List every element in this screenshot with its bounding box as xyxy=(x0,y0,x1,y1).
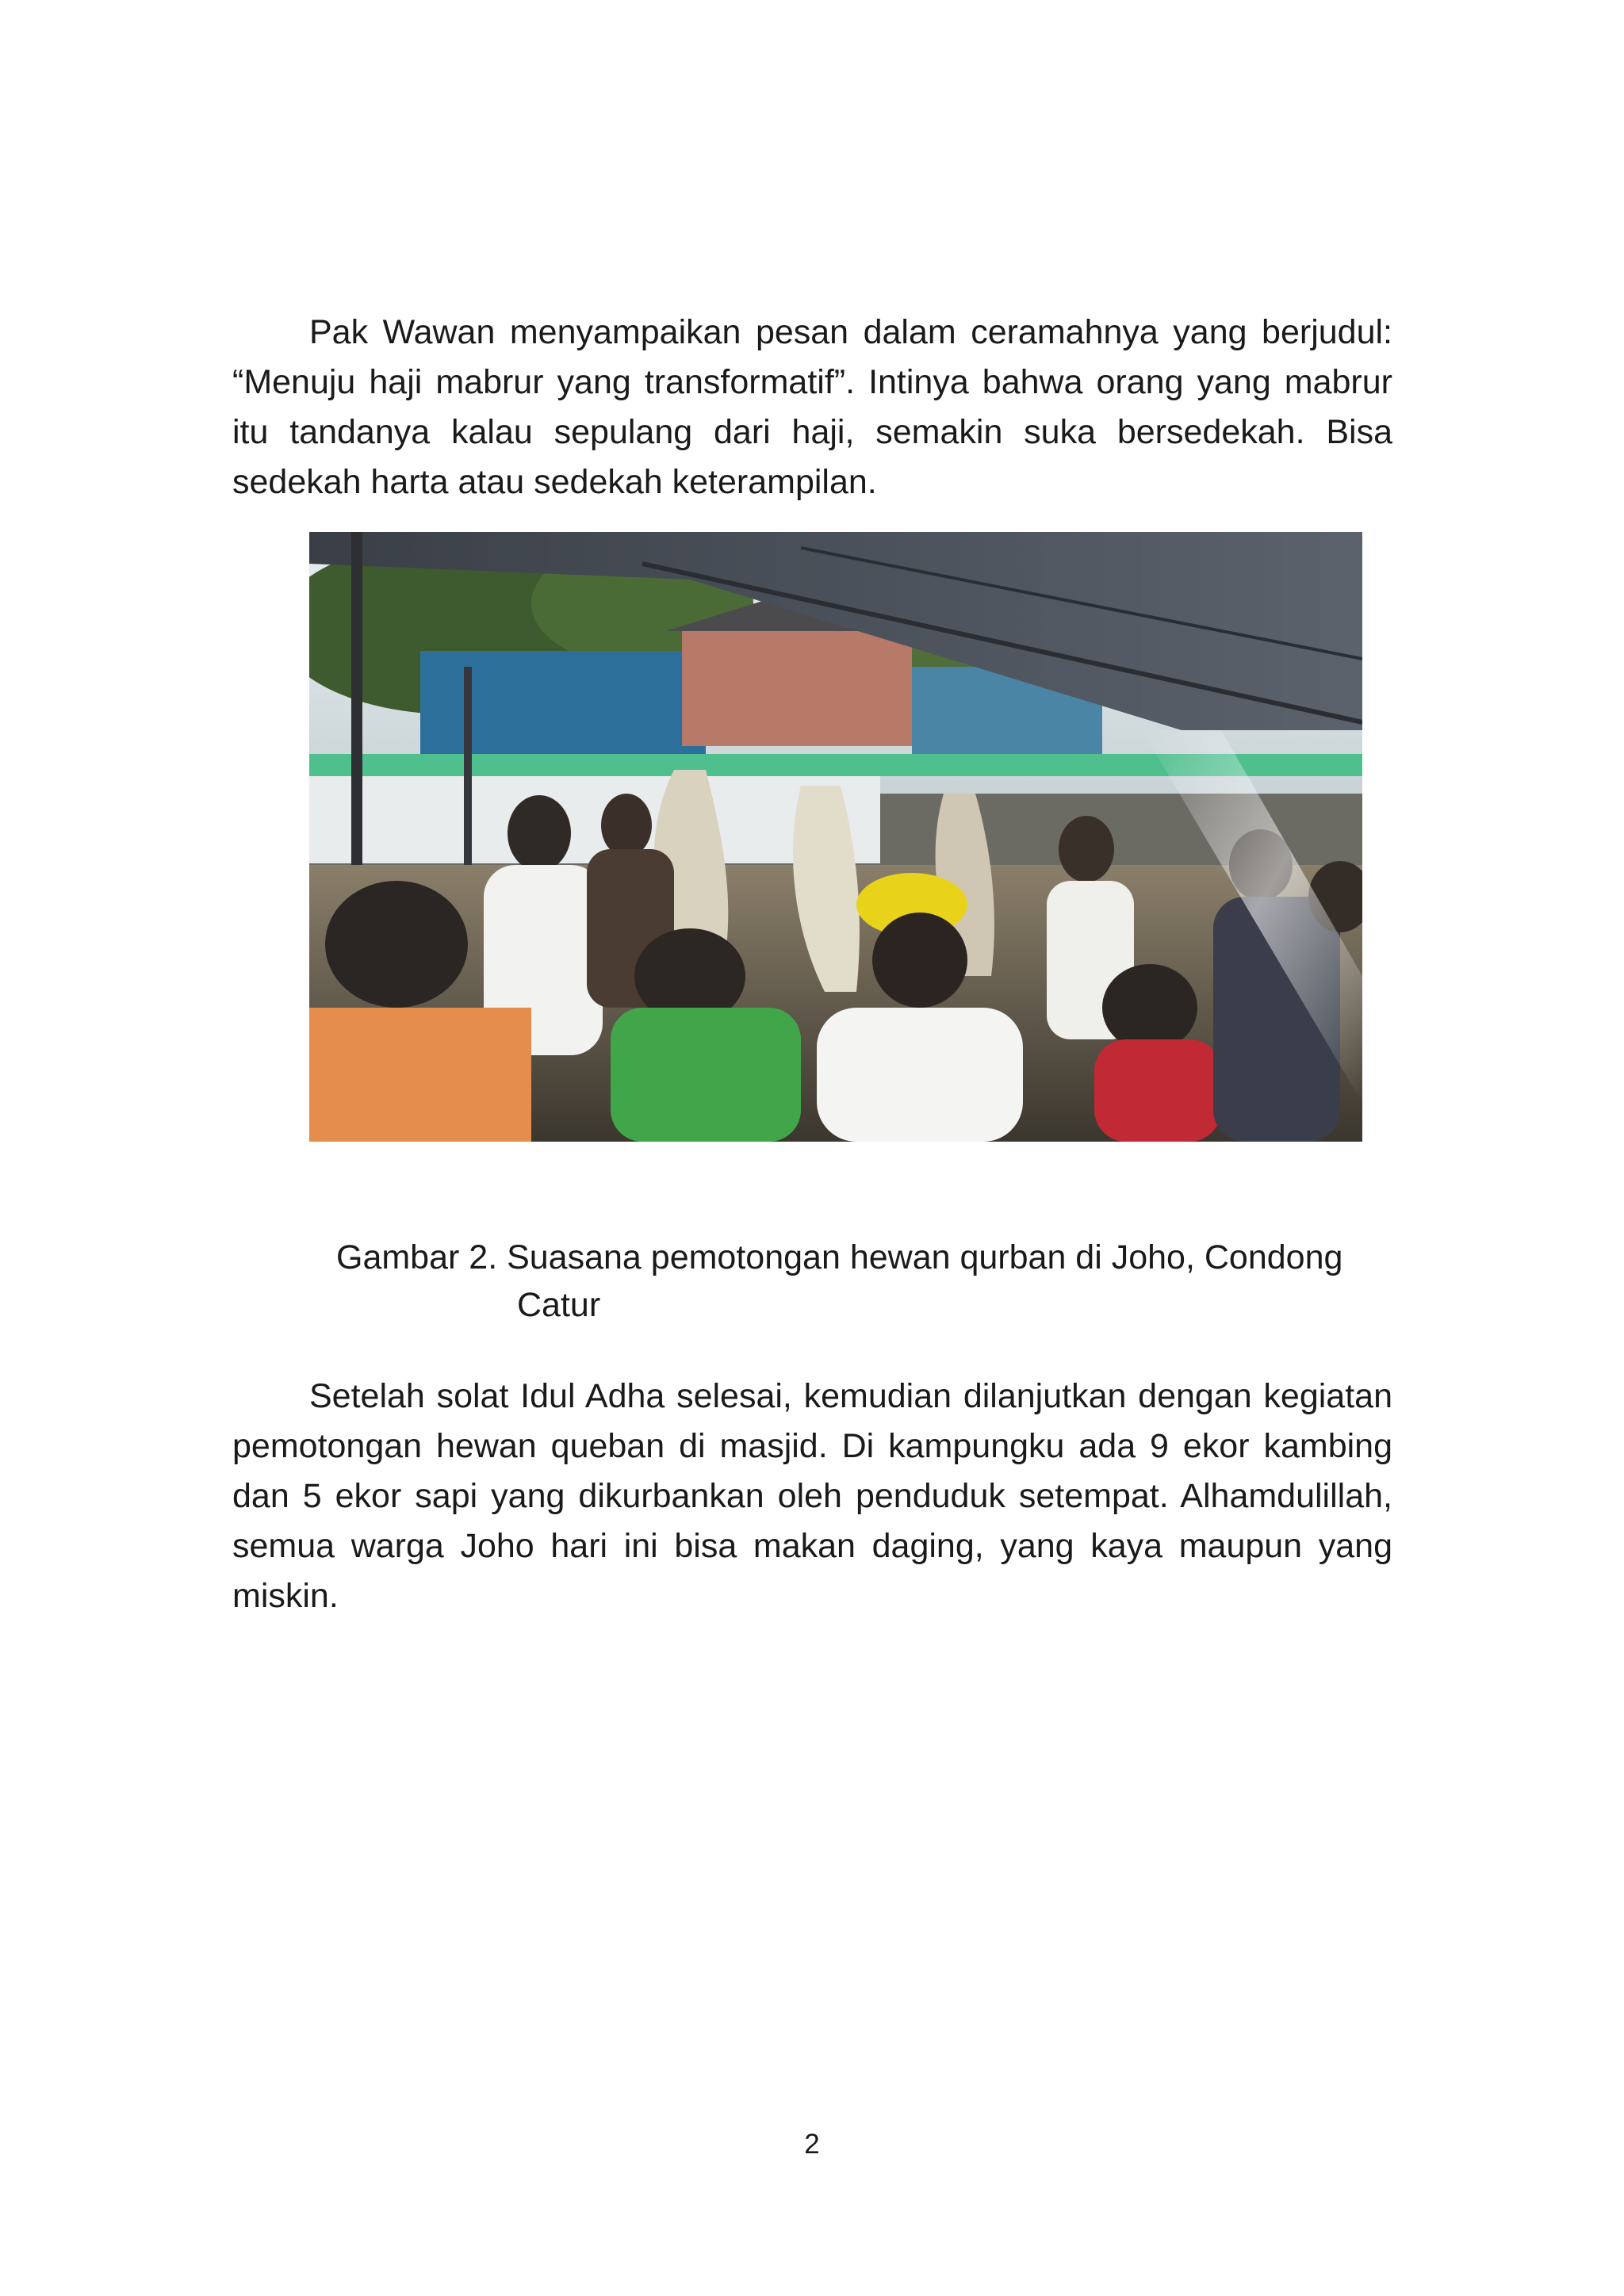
paragraph-2: Setelah solat Idul Adha selesai, kemudian dilanjutkan dengan kegiatan pemotongan hewan queban di masjid. Di kampungku ada 9 ekor kambing dan 5 ekor sapi yang dikurbankan oleh penduduk setempat. Alhamdulillah, semua warga Joho hari ini bisa makan daging, yang kaya maupun yang miskin. xyxy=(232,1377,1392,1615)
figure-caption xyxy=(336,1234,1399,1329)
caption-line-2: Catur xyxy=(517,1286,601,1324)
paragraph-1: Pak Wawan menyampaikan pesan dalam ceramahnya yang berjudul: “Menuju haji mabrur yang transformatif”. Intinya bahwa orang yang mabrur itu tandanya kalau sepulang dari haji, semakin suka bersedekah. Bisa sedekah harta atau sedekah keterampilan. xyxy=(232,313,1392,501)
page-number: 2 xyxy=(804,2129,820,2160)
qurban-photo xyxy=(309,532,1362,1142)
caption-line-1: Gambar 2. Suasana pemotongan hewan qurban di Joho, Condong xyxy=(336,1238,1343,1276)
